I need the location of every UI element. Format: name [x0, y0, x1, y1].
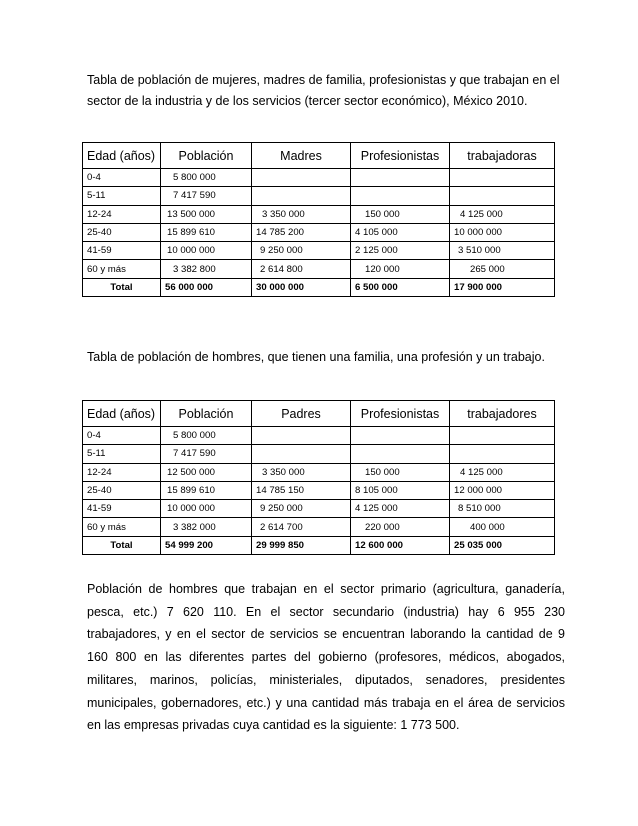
table-total-row — [83, 278, 555, 296]
table-row — [83, 260, 555, 278]
table-cell: 5-11 — [83, 445, 161, 463]
table-cell: 7 417 590 — [161, 187, 252, 205]
caption-men-table: Tabla de población de hombres, que tienen una familia, una profesión y un trabajo. — [87, 350, 545, 364]
column-header: Madres — [252, 143, 351, 169]
women-population-table — [82, 142, 555, 297]
table-cell: 5-11 — [83, 187, 161, 205]
table-cell: 4 125 000 — [351, 500, 450, 518]
table-cell: 3 382 000 — [161, 518, 252, 536]
table-cell: 220 000 — [351, 518, 450, 536]
table-cell: 3 382 800 — [161, 260, 252, 278]
table-cell: 30 000 000 — [252, 278, 351, 296]
table-cell — [252, 169, 351, 187]
table-cell: 10 000 000 — [161, 500, 252, 518]
table-cell: 10 000 000 — [161, 242, 252, 260]
table-cell: 8 510 000 — [450, 500, 555, 518]
table-cell — [351, 427, 450, 445]
table-cell: 150 000 — [351, 205, 450, 223]
table-cell: 56 000 000 — [161, 278, 252, 296]
table-cell: Total — [83, 536, 161, 554]
table-cell: 12 000 000 — [450, 481, 555, 499]
table-cell: 54 999 200 — [161, 536, 252, 554]
table-cell: 25-40 — [83, 223, 161, 241]
table-cell: 10 000 000 — [450, 223, 555, 241]
body-paragraph: Población de hombres que trabajan en el sector primario (agricultura, ganadería, pesca, etc.) 7 620 110. En el sector secundario (industria) hay 6 955 230 trabajadores, y en el sector de servicios se encuentran laborando la cantidad de 9 160 800 en las diferentes partes del gobierno (profesores, médicos, abogados, militares, marinos, policías, ministeriales, diputados, senadores, presidentes municipales, gobernadores, etc.) y una cantidad más trabaja en el área de servicios en las empresas privadas cuya cantidad es la siguiente: 1 773 500. — [87, 582, 565, 733]
table-cell: Total — [83, 278, 161, 296]
caption-women-table: Tabla de población de mujeres, madres de familia, profesionistas y que trabajan en el sector de la industria y de los servicios (tercer sector económico), México 2010. — [87, 73, 560, 108]
table-header-row — [83, 143, 555, 169]
table-row — [83, 187, 555, 205]
table-cell: 25 035 000 — [450, 536, 555, 554]
table-cell — [252, 187, 351, 205]
column-header: Población — [161, 401, 252, 427]
column-header: Padres — [252, 401, 351, 427]
table-cell: 3 510 000 — [450, 242, 555, 260]
column-header: Profesionistas — [351, 143, 450, 169]
table-cell: 12-24 — [83, 205, 161, 223]
table-cell — [450, 169, 555, 187]
table-cell: 265 000 — [450, 260, 555, 278]
table-cell: 5 800 000 — [161, 169, 252, 187]
table-cell: 2 614 700 — [252, 518, 351, 536]
table-cell: 2 614 800 — [252, 260, 351, 278]
table-cell — [351, 187, 450, 205]
column-header: Profesionistas — [351, 401, 450, 427]
table-cell: 41-59 — [83, 500, 161, 518]
table-cell: 41-59 — [83, 242, 161, 260]
table-cell: 14 785 200 — [252, 223, 351, 241]
column-header: Edad (años) — [83, 401, 161, 427]
table-cell: 4 125 000 — [450, 205, 555, 223]
table-cell: 12 600 000 — [351, 536, 450, 554]
table-cell — [450, 427, 555, 445]
table-cell: 150 000 — [351, 463, 450, 481]
table-row — [83, 500, 555, 518]
table-header-row — [83, 401, 555, 427]
table-total-row — [83, 536, 555, 554]
column-header: trabajadoras — [450, 143, 555, 169]
table-cell — [252, 427, 351, 445]
table-cell: 7 417 590 — [161, 445, 252, 463]
table-cell: 2 125 000 — [351, 242, 450, 260]
table-cell: 4 105 000 — [351, 223, 450, 241]
table-cell: 9 250 000 — [252, 242, 351, 260]
table-cell: 120 000 — [351, 260, 450, 278]
column-header: Edad (años) — [83, 143, 161, 169]
table-row — [83, 481, 555, 499]
table-cell — [351, 445, 450, 463]
table-cell: 400 000 — [450, 518, 555, 536]
table-cell: 15 899 610 — [161, 481, 252, 499]
table-cell: 9 250 000 — [252, 500, 351, 518]
table-cell: 4 125 000 — [450, 463, 555, 481]
table-row — [83, 205, 555, 223]
table-row — [83, 242, 555, 260]
table-cell — [450, 445, 555, 463]
table-cell: 12-24 — [83, 463, 161, 481]
table-cell: 25-40 — [83, 481, 161, 499]
column-header: trabajadores — [450, 401, 555, 427]
table-cell: 6 500 000 — [351, 278, 450, 296]
table-cell: 60 y más — [83, 518, 161, 536]
table-row — [83, 445, 555, 463]
table-cell: 15 899 610 — [161, 223, 252, 241]
table-cell: 5 800 000 — [161, 427, 252, 445]
men-population-table — [82, 400, 555, 555]
table-row — [83, 223, 555, 241]
table-cell: 3 350 000 — [252, 463, 351, 481]
table-cell — [351, 169, 450, 187]
table-cell: 29 999 850 — [252, 536, 351, 554]
table-cell: 60 y más — [83, 260, 161, 278]
table-cell: 0-4 — [83, 427, 161, 445]
table-cell — [252, 445, 351, 463]
table-row — [83, 518, 555, 536]
table-cell: 12 500 000 — [161, 463, 252, 481]
table-row — [83, 427, 555, 445]
table-cell — [450, 187, 555, 205]
table-row — [83, 463, 555, 481]
table-cell: 3 350 000 — [252, 205, 351, 223]
table-row — [83, 169, 555, 187]
table-cell: 13 500 000 — [161, 205, 252, 223]
table-cell: 0-4 — [83, 169, 161, 187]
column-header: Población — [161, 143, 252, 169]
table-cell: 14 785 150 — [252, 481, 351, 499]
table-cell: 17 900 000 — [450, 278, 555, 296]
table-cell: 8 105 000 — [351, 481, 450, 499]
